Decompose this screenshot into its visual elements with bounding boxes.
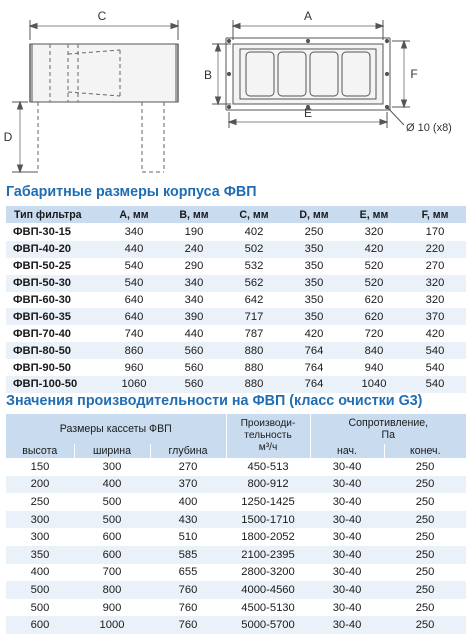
capacity-cell: 1500-1710: [226, 511, 310, 529]
header-resistance-line2: Па: [381, 429, 396, 441]
dimensions-body: [6, 224, 466, 393]
holes-label: Ø 10 (x8): [406, 122, 452, 134]
capacity-cell: 1800-2052: [241, 531, 295, 544]
table-row: [6, 376, 466, 393]
filter-type-cell: ФВП-60-35: [6, 308, 104, 325]
capacity-cell: 250: [384, 476, 466, 494]
capacity-cell: 500: [6, 581, 74, 599]
capacity-cell: 250: [384, 616, 466, 634]
filter-type-cell: ФВП-50-25: [13, 260, 72, 273]
dim-label-b: B: [203, 68, 213, 82]
dimension-cell: 170: [425, 226, 445, 239]
dimensions-header-cell: Тип фильтра: [6, 206, 104, 224]
filter-type-cell: ФВП-40-20: [6, 241, 104, 258]
dimensions-header-row: [6, 206, 466, 224]
dimensions-header-cell: E, мм: [344, 206, 404, 224]
dimension-cell: 370: [404, 308, 466, 325]
dimension-cell: 787: [244, 327, 264, 340]
capacity-cell: 600: [6, 616, 74, 634]
dim-label-a: A: [303, 9, 313, 23]
header-capacity: [226, 414, 310, 458]
capacity-table: [6, 414, 466, 634]
capacity-cell: 270: [178, 460, 198, 473]
dimension-cell: 320: [364, 226, 384, 239]
dimension-cell: 540: [404, 376, 466, 393]
capacity-cell: 400: [74, 476, 150, 494]
dimension-cell: 320: [425, 294, 445, 306]
capacity-cell: 30-40: [310, 476, 384, 494]
capacity-cell: 300: [6, 511, 74, 529]
capacity-cell: 585: [150, 546, 226, 564]
capacity-cell: 30-40: [310, 546, 384, 564]
dimension-cell: 290: [184, 260, 204, 273]
dimension-cell: 350: [304, 294, 324, 306]
dimension-cell: 540: [404, 342, 466, 359]
capacity-cell: 800-912: [226, 476, 310, 494]
dimension-cell: 764: [284, 342, 344, 359]
dimension-cell: 764: [304, 361, 324, 374]
dimension-cell: 340: [164, 275, 224, 292]
header-capacity-unit: м³/ч: [258, 442, 278, 453]
capacity-cell: 150: [30, 460, 50, 473]
dimension-cell: 520: [364, 260, 384, 273]
table-row: [6, 258, 466, 275]
dimension-cell: 440: [184, 327, 204, 340]
dim-label-c: C: [97, 9, 107, 23]
capacity-cell: 500: [30, 601, 50, 614]
dimension-cell: 402: [244, 226, 264, 239]
header-capacity-line2: тельность: [244, 430, 292, 441]
capacity-cell: 655: [178, 566, 198, 579]
dimension-cell: 717: [224, 308, 284, 325]
filter-type-cell: ФВП-70-40: [13, 327, 72, 340]
table-row: [6, 581, 466, 599]
dimension-cell: 764: [284, 376, 344, 393]
capacity-body: [6, 458, 466, 634]
dimension-cell: 440: [104, 241, 164, 258]
capacity-cell: 450-513: [247, 460, 289, 473]
dimension-cell: 562: [224, 275, 284, 292]
capacity-cell: 4000-4560: [226, 581, 310, 599]
table-row: [6, 564, 466, 582]
capacity-cell: 30-40: [332, 460, 362, 473]
table-row: [6, 224, 466, 241]
capacity-cell: 760: [178, 601, 198, 614]
capacity-cell: 600: [102, 531, 122, 544]
dimension-cell: 532: [244, 260, 264, 273]
dimension-cell: 540: [124, 260, 144, 273]
dimension-cell: 270: [425, 260, 445, 273]
side-view: [12, 20, 178, 172]
capacity-cell: 400: [30, 566, 50, 579]
dimension-cell: 720: [364, 327, 384, 340]
table-row: [6, 476, 466, 494]
capacity-cell: 500: [74, 511, 150, 529]
capacity-cell: 30-40: [332, 601, 362, 614]
capacity-cell: 370: [150, 476, 226, 494]
table-row: [6, 241, 466, 258]
technical-drawing: [0, 0, 470, 182]
table-row: [6, 546, 466, 564]
dim-label-e: E: [303, 106, 313, 120]
capacity-cell: 30-40: [310, 511, 384, 529]
dimension-cell: 640: [124, 294, 144, 306]
header-resistance-line1: Сопротивление,: [348, 417, 429, 429]
dimension-cell: 620: [344, 308, 404, 325]
subheader-final: конеч.: [384, 444, 466, 458]
dimension-cell: 840: [344, 342, 404, 359]
table-row: [6, 292, 466, 309]
dimension-cell: 940: [364, 361, 384, 374]
capacity-cell: 350: [6, 546, 74, 564]
filter-type-cell: ФВП-80-50: [6, 342, 104, 359]
capacity-cell: 250: [384, 581, 466, 599]
capacity-cell: 30-40: [332, 566, 362, 579]
subheader-initial: нач.: [310, 444, 384, 458]
table-row: [6, 528, 466, 546]
section-title-capacity: Значения производительности на ФВП (класс очистки G3): [6, 393, 423, 409]
capacity-cell: 760: [150, 616, 226, 634]
dimension-cell: 350: [284, 275, 344, 292]
dimension-cell: 1040: [344, 376, 404, 393]
capacity-cell: 430: [150, 511, 226, 529]
dimension-cell: 880: [224, 376, 284, 393]
dimension-cell: 390: [164, 308, 224, 325]
capacity-cell: 700: [102, 566, 122, 579]
table-row: [6, 325, 466, 342]
dimension-cell: 520: [344, 275, 404, 292]
capacity-cell: 2100-2395: [226, 546, 310, 564]
dimension-cell: 880: [244, 361, 264, 374]
capacity-cell: 1000: [74, 616, 150, 634]
capacity-cell: 250: [415, 531, 435, 544]
table-row: [6, 616, 466, 634]
filter-type-cell: ФВП-30-15: [13, 226, 72, 239]
table-row: [6, 599, 466, 617]
table-row: [6, 308, 466, 325]
table-row: [6, 275, 466, 292]
capacity-cell: 300: [102, 460, 122, 473]
table-row: [6, 458, 466, 476]
capacity-cell: 400: [178, 495, 198, 508]
subheader-height: высота: [6, 444, 74, 458]
dimensions-header-cell: C, мм: [224, 206, 284, 224]
dimension-cell: 540: [425, 361, 445, 374]
dimension-cell: 420: [344, 241, 404, 258]
capacity-cell: 1250-1425: [241, 495, 295, 508]
table-row: [6, 511, 466, 529]
dimension-cell: 540: [104, 275, 164, 292]
capacity-cell: 600: [74, 546, 150, 564]
capacity-cell: 2800-3200: [241, 566, 295, 579]
table-row: [6, 359, 466, 376]
dimension-cell: 560: [184, 361, 204, 374]
capacity-cell: 250: [415, 601, 435, 614]
dimension-cell: 560: [164, 376, 224, 393]
dimension-cell: 1060: [104, 376, 164, 393]
table-row: [6, 493, 466, 511]
capacity-cell: 250: [30, 495, 50, 508]
dimension-cell: 350: [284, 241, 344, 258]
dimensions-header-cell: D, мм: [284, 206, 344, 224]
dimensions-table: [6, 206, 466, 393]
dimension-cell: 320: [404, 275, 466, 292]
dimension-cell: 350: [304, 260, 324, 273]
filter-type-cell: ФВП-90-50: [13, 361, 72, 374]
header-cassette-size: Размеры кассеты ФВП: [6, 414, 226, 444]
dimension-cell: 340: [124, 226, 144, 239]
dimensions-header-cell: A, мм: [104, 206, 164, 224]
capacity-cell: 250: [415, 495, 435, 508]
subheader-width: ширина: [74, 444, 150, 458]
dimensions-header-cell: F, мм: [404, 206, 466, 224]
dimension-cell: 740: [124, 327, 144, 340]
capacity-cell: 30-40: [310, 616, 384, 634]
capacity-cell: 200: [6, 476, 74, 494]
dimension-cell: 420: [425, 327, 445, 340]
capacity-cell: 30-40: [332, 495, 362, 508]
dimension-cell: 640: [104, 308, 164, 325]
dimension-cell: 960: [124, 361, 144, 374]
dimension-cell: 502: [224, 241, 284, 258]
capacity-cell: 250: [415, 460, 435, 473]
capacity-cell: 5000-5700: [226, 616, 310, 634]
capacity-cell: 800: [74, 581, 150, 599]
dimensions-header-cell: B, мм: [164, 206, 224, 224]
header-resistance: [310, 414, 466, 444]
dimension-cell: 240: [164, 241, 224, 258]
capacity-cell: 510: [178, 531, 198, 544]
dimension-cell: 250: [304, 226, 324, 239]
dimension-cell: 190: [184, 226, 204, 239]
header-capacity-line1: Производи-: [240, 418, 296, 429]
dimension-cell: 880: [224, 342, 284, 359]
filter-type-cell: ФВП-60-30: [13, 294, 72, 306]
capacity-cell: 250: [384, 546, 466, 564]
dim-label-d: D: [3, 130, 13, 144]
section-title-dimensions: Габаритные размеры корпуса ФВП: [6, 184, 257, 200]
capacity-cell: 250: [384, 511, 466, 529]
dim-label-f: F: [410, 67, 418, 81]
dimension-cell: 420: [304, 327, 324, 340]
capacity-cell: 4500-5130: [241, 601, 295, 614]
dimension-cell: 860: [104, 342, 164, 359]
dimension-cell: 560: [164, 342, 224, 359]
capacity-cell: 250: [415, 566, 435, 579]
capacity-cell: 300: [30, 531, 50, 544]
filter-type-cell: ФВП-50-30: [6, 275, 104, 292]
dimension-cell: 220: [404, 241, 466, 258]
capacity-cell: 900: [102, 601, 122, 614]
dimension-cell: 340: [184, 294, 204, 306]
dimension-cell: 350: [284, 308, 344, 325]
capacity-cell: 30-40: [332, 531, 362, 544]
table-row: [6, 342, 466, 359]
filter-type-cell: ФВП-100-50: [6, 376, 104, 393]
dimension-cell: 620: [364, 294, 384, 306]
capacity-cell: 500: [102, 495, 122, 508]
dimension-cell: 642: [244, 294, 264, 306]
subheader-depth: глубина: [150, 444, 226, 458]
capacity-cell: 30-40: [310, 581, 384, 599]
capacity-cell: 760: [150, 581, 226, 599]
